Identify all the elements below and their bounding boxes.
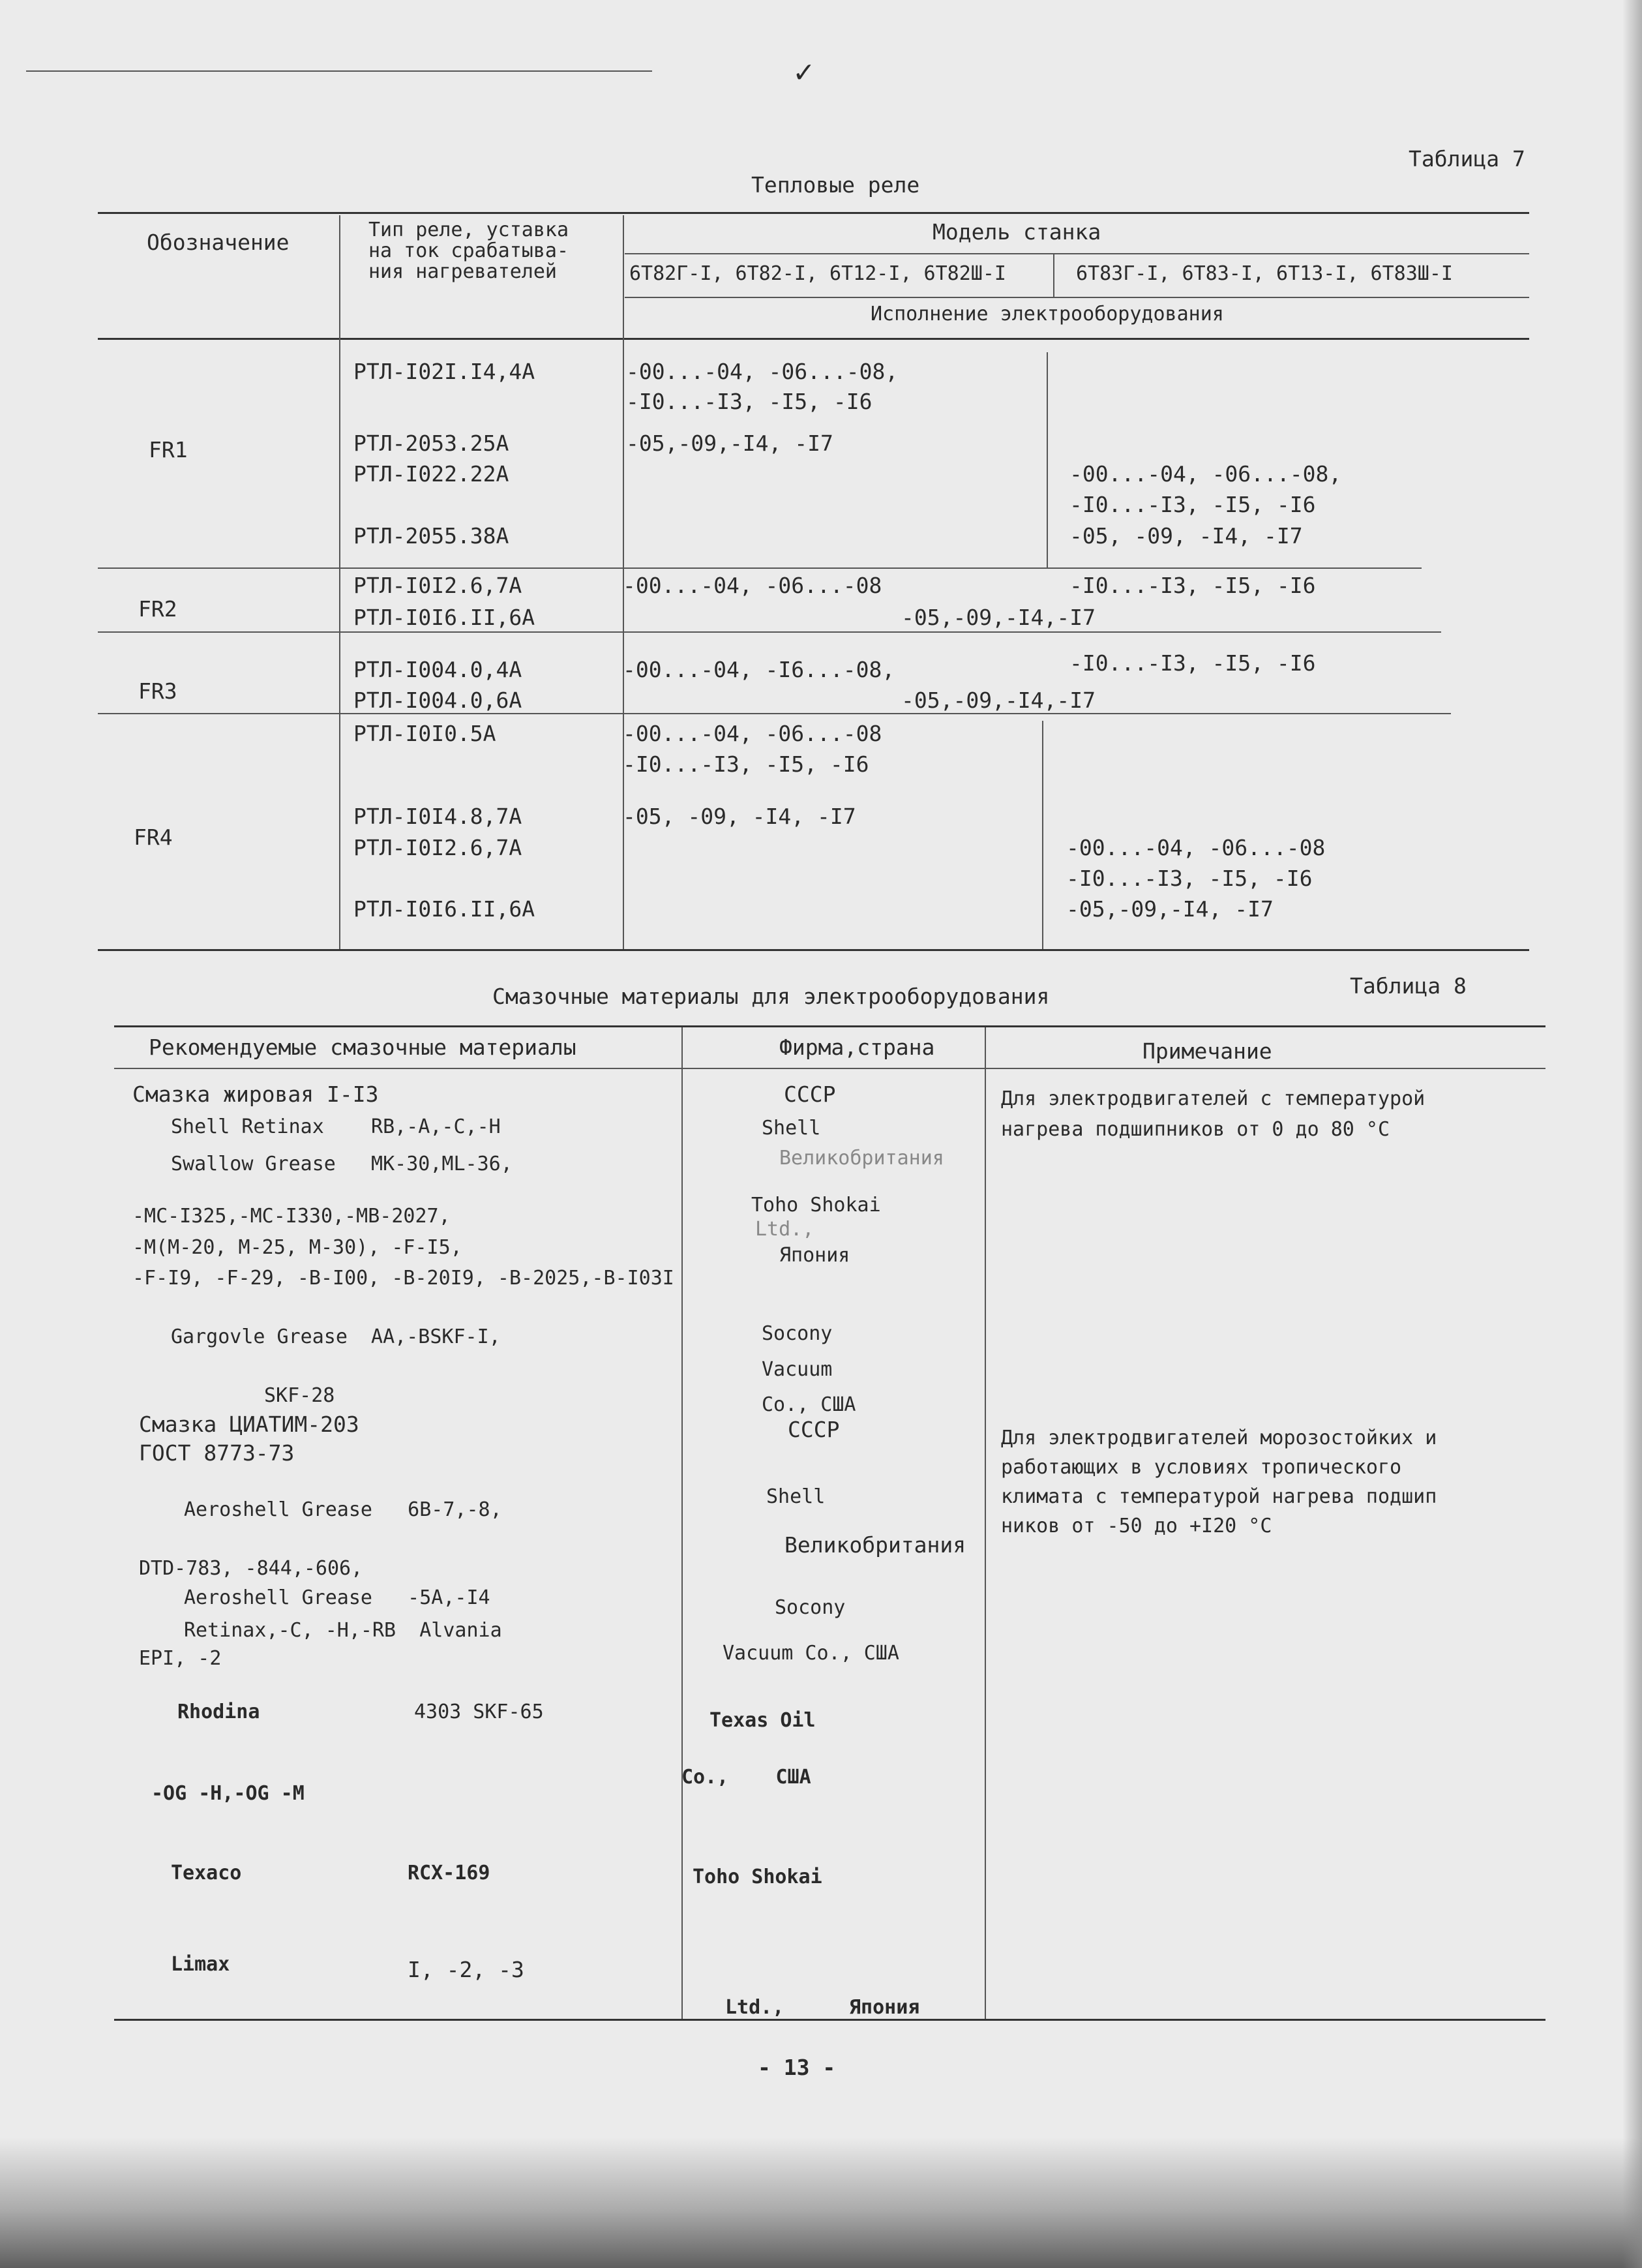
firm-line: Shell bbox=[762, 1117, 821, 1140]
firm-line: Toho Shokai bbox=[751, 1194, 881, 1217]
material-line: Aeroshell Grease 6B-7,-8, bbox=[184, 1498, 502, 1521]
scan-right-shadow bbox=[1622, 0, 1642, 2268]
top-rule bbox=[26, 70, 652, 72]
fr1-designation: FR1 bbox=[149, 437, 188, 462]
fr3-span: -05,-09,-I4,-I7 bbox=[901, 688, 1096, 713]
table7-group-divider-fr4 bbox=[1042, 721, 1043, 949]
table8-title: Смазочные материалы для электрооборудования bbox=[492, 984, 1050, 1009]
fr1-relay-2: РТЛ-2053.25А bbox=[353, 431, 509, 456]
table7-col1-divider bbox=[339, 215, 340, 949]
fr2-g2: -I0...-I3, -I5, -I6 bbox=[1069, 573, 1316, 598]
fr3-g1: -00...-04, -I6...-08, bbox=[623, 657, 895, 682]
table7-model-heading: Модель станка bbox=[933, 219, 1101, 245]
table7-model-rule bbox=[625, 253, 1529, 254]
firm-line: Co., США bbox=[762, 1393, 856, 1416]
fr4-relay-1: РТЛ-I0I0.5А bbox=[353, 721, 496, 746]
table8-col1-divider bbox=[681, 1027, 683, 2019]
fr4-relay-3: РТЛ-I0I2.6,7А bbox=[353, 835, 522, 860]
table8-col-firm: Фирма,страна bbox=[779, 1035, 935, 1060]
fr4-designation: FR4 bbox=[134, 824, 173, 850]
table8-col2-divider bbox=[985, 1027, 986, 2019]
material-line: -OG -H,-OG -M bbox=[151, 1782, 305, 1805]
fr2-designation: FR2 bbox=[138, 596, 177, 622]
material-line: Swallow Grease MK-30,ML-36, bbox=[171, 1153, 513, 1175]
firm-line: СССР bbox=[788, 1417, 840, 1442]
table7-group-divider-header bbox=[1053, 254, 1054, 297]
table8-top-rule bbox=[114, 1025, 1545, 1027]
note-line: нагрева подшипников от 0 до 80 °C bbox=[1001, 1118, 1390, 1141]
table7-title: Тепловые реле bbox=[751, 172, 920, 198]
material-line: Limax bbox=[171, 1953, 230, 1976]
table8-header-rule bbox=[114, 1068, 1545, 1069]
material-line: I, -2, -3 bbox=[408, 1957, 524, 1982]
table7-top-rule bbox=[98, 212, 1529, 214]
fr4-relay-4: РТЛ-I0I6.II,6А bbox=[353, 896, 535, 922]
material-line: -M(M-20, M-25, M-30), -F-I5, bbox=[132, 1236, 462, 1259]
table7-fr3-bottom bbox=[98, 713, 1451, 714]
fr4-g1-line3: -05, -09, -I4, -I7 bbox=[623, 804, 856, 829]
fr1-g2-line2: -I0...-I3, -I5, -I6 bbox=[1069, 492, 1316, 517]
fr3-relay-1: РТЛ-I004.0,4А bbox=[353, 657, 522, 682]
material-line: Aeroshell Grease -5A,-I4 bbox=[184, 1586, 490, 1609]
table7-bottom bbox=[98, 949, 1529, 951]
checkmark: ✓ bbox=[794, 53, 813, 90]
fr3-relay-2: РТЛ-I004.0,6А bbox=[353, 688, 522, 713]
fr4-g2-line2: -I0...-I3, -I5, -I6 bbox=[1066, 866, 1313, 891]
material-line: 4303 SKF-65 bbox=[414, 1701, 544, 1723]
fr4-g1-line2: -I0...-I3, -I5, -I6 bbox=[623, 751, 869, 777]
table7-col-relay-line1: Тип реле, уставка bbox=[368, 219, 569, 241]
material-line: Retinax,-C, -H,-RB Alvania bbox=[184, 1619, 502, 1642]
fr2-relay-1: РТЛ-I0I2.6,7А bbox=[353, 573, 522, 598]
material-line: -F-I9, -F-29, -B-I00, -B-20I9, -B-2025,-B-I03I bbox=[132, 1267, 674, 1290]
fr1-relay-3: РТЛ-I022.22А bbox=[353, 461, 509, 487]
material-line: Смазка жировая I-I3 bbox=[132, 1081, 379, 1107]
material-line: RCX-169 bbox=[408, 1862, 490, 1884]
firm-line: Socony bbox=[762, 1322, 833, 1345]
material-line: DTD-783, -844,-606, bbox=[139, 1557, 363, 1580]
table7-model-group2: 6Т83Г-I, 6Т83-I, 6Т13-I, 6Т83Ш-I bbox=[1076, 262, 1453, 285]
fr1-g2-line3: -05, -09, -I4, -I7 bbox=[1069, 523, 1303, 549]
table7-model-group1: 6Т82Г-I, 6Т82-I, 6Т12-I, 6Т82Ш-I bbox=[629, 262, 1006, 285]
fr1-g1-line1: -00...-04, -06...-08, bbox=[626, 359, 899, 384]
table7-col-designation: Обозначение bbox=[147, 230, 290, 255]
material-line: Shell Retinax RB,-A,-C,-H bbox=[171, 1115, 501, 1138]
fr1-relay-1: РТЛ-I02I.I4,4А bbox=[353, 359, 535, 384]
firm-line: Socony bbox=[775, 1596, 846, 1619]
firm-line: СССР bbox=[784, 1081, 836, 1107]
fr4-relay-2: РТЛ-I0I4.8,7А bbox=[353, 804, 522, 829]
firm-line: Toho Shokai bbox=[693, 1866, 822, 1888]
note-line: Для электродвигателей с температурой bbox=[1001, 1087, 1426, 1110]
material-line: Gargovle Grease AA,-BSKF-I, bbox=[171, 1325, 501, 1348]
fr1-g1-line3: -05,-09,-I4, -I7 bbox=[626, 431, 833, 456]
table8-label: Таблица 8 bbox=[1350, 973, 1467, 999]
fr4-g2-line1: -00...-04, -06...-08 bbox=[1066, 835, 1326, 860]
table7-group-divider-fr1 bbox=[1047, 352, 1048, 567]
table7-group-rule bbox=[625, 297, 1529, 298]
firm-line: Япония bbox=[849, 1996, 920, 2019]
firm-line: Texas Oil bbox=[709, 1709, 816, 1732]
fr1-g1-line2: -I0...-I3, -I5, -I6 bbox=[626, 389, 873, 414]
page-number: - 13 - bbox=[758, 2055, 836, 2080]
firm-line: Великобритания bbox=[784, 1532, 966, 1558]
fr3-designation: FR3 bbox=[138, 678, 177, 704]
material-line: Texaco bbox=[171, 1862, 242, 1884]
firm-line: Vacuum Co., США bbox=[723, 1642, 899, 1665]
table8-bottom bbox=[114, 2019, 1545, 2021]
material-line: Rhodina bbox=[177, 1701, 260, 1723]
table8-col-materials: Рекомендуемые смазочные материалы bbox=[149, 1035, 576, 1060]
fr1-g2-line1: -00...-04, -06...-08, bbox=[1069, 461, 1342, 487]
scan-edge-shadow bbox=[0, 2138, 1642, 2268]
fr4-g2-line3: -05,-09,-I4, -I7 bbox=[1066, 896, 1274, 922]
material-line: ГОСТ 8773-73 bbox=[139, 1440, 295, 1466]
fr3-g2: -I0...-I3, -I5, -I6 bbox=[1069, 650, 1316, 676]
table7-label: Таблица 7 bbox=[1409, 146, 1525, 172]
firm-line: Великобритания bbox=[779, 1147, 944, 1170]
fr2-g1: -00...-04, -06...-08 bbox=[623, 573, 882, 598]
note-line: Для электродвигателей морозостойких и bbox=[1001, 1427, 1437, 1449]
note-line: работающих в условиях тропического bbox=[1001, 1456, 1402, 1479]
material-line: EPI, -2 bbox=[139, 1647, 222, 1670]
material-line: SKF-28 bbox=[264, 1384, 335, 1407]
note-line: ников от -50 до +I20 °С bbox=[1001, 1515, 1272, 1537]
firm-line: Vacuum bbox=[762, 1358, 833, 1381]
table7-execution-heading: Исполнение электрооборудования bbox=[871, 303, 1224, 325]
fr1-relay-4: РТЛ-2055.38А bbox=[353, 523, 509, 549]
table7-col-relay-line3: ния нагревателей bbox=[368, 260, 557, 283]
material-line: Смазка ЦИАТИМ-203 bbox=[139, 1412, 359, 1437]
fr4-g1-line1: -00...-04, -06...-08 bbox=[623, 721, 882, 746]
firm-line: Ltd., bbox=[725, 1996, 784, 2019]
firm-line: Япония bbox=[779, 1244, 850, 1267]
table7-fr1-bottom bbox=[98, 567, 1422, 569]
firm-line: Co., США bbox=[681, 1766, 811, 1789]
table7-col-relay-line2: на ток срабатыва- bbox=[368, 239, 569, 262]
firm-line: Ltd., bbox=[755, 1218, 814, 1241]
firm-line: Shell bbox=[766, 1485, 826, 1508]
material-line: -MC-I325,-MC-I330,-MB-2027, bbox=[132, 1205, 451, 1228]
table7-fr2-bottom bbox=[98, 631, 1441, 633]
table7-header-bottom bbox=[98, 338, 1529, 340]
fr2-span: -05,-09,-I4,-I7 bbox=[901, 605, 1096, 630]
fr2-relay-2: РТЛ-I0I6.II,6А bbox=[353, 605, 535, 630]
table8-col-note: Примечание bbox=[1142, 1038, 1272, 1064]
note-line: климата с температурой нагрева подшип bbox=[1001, 1485, 1437, 1508]
